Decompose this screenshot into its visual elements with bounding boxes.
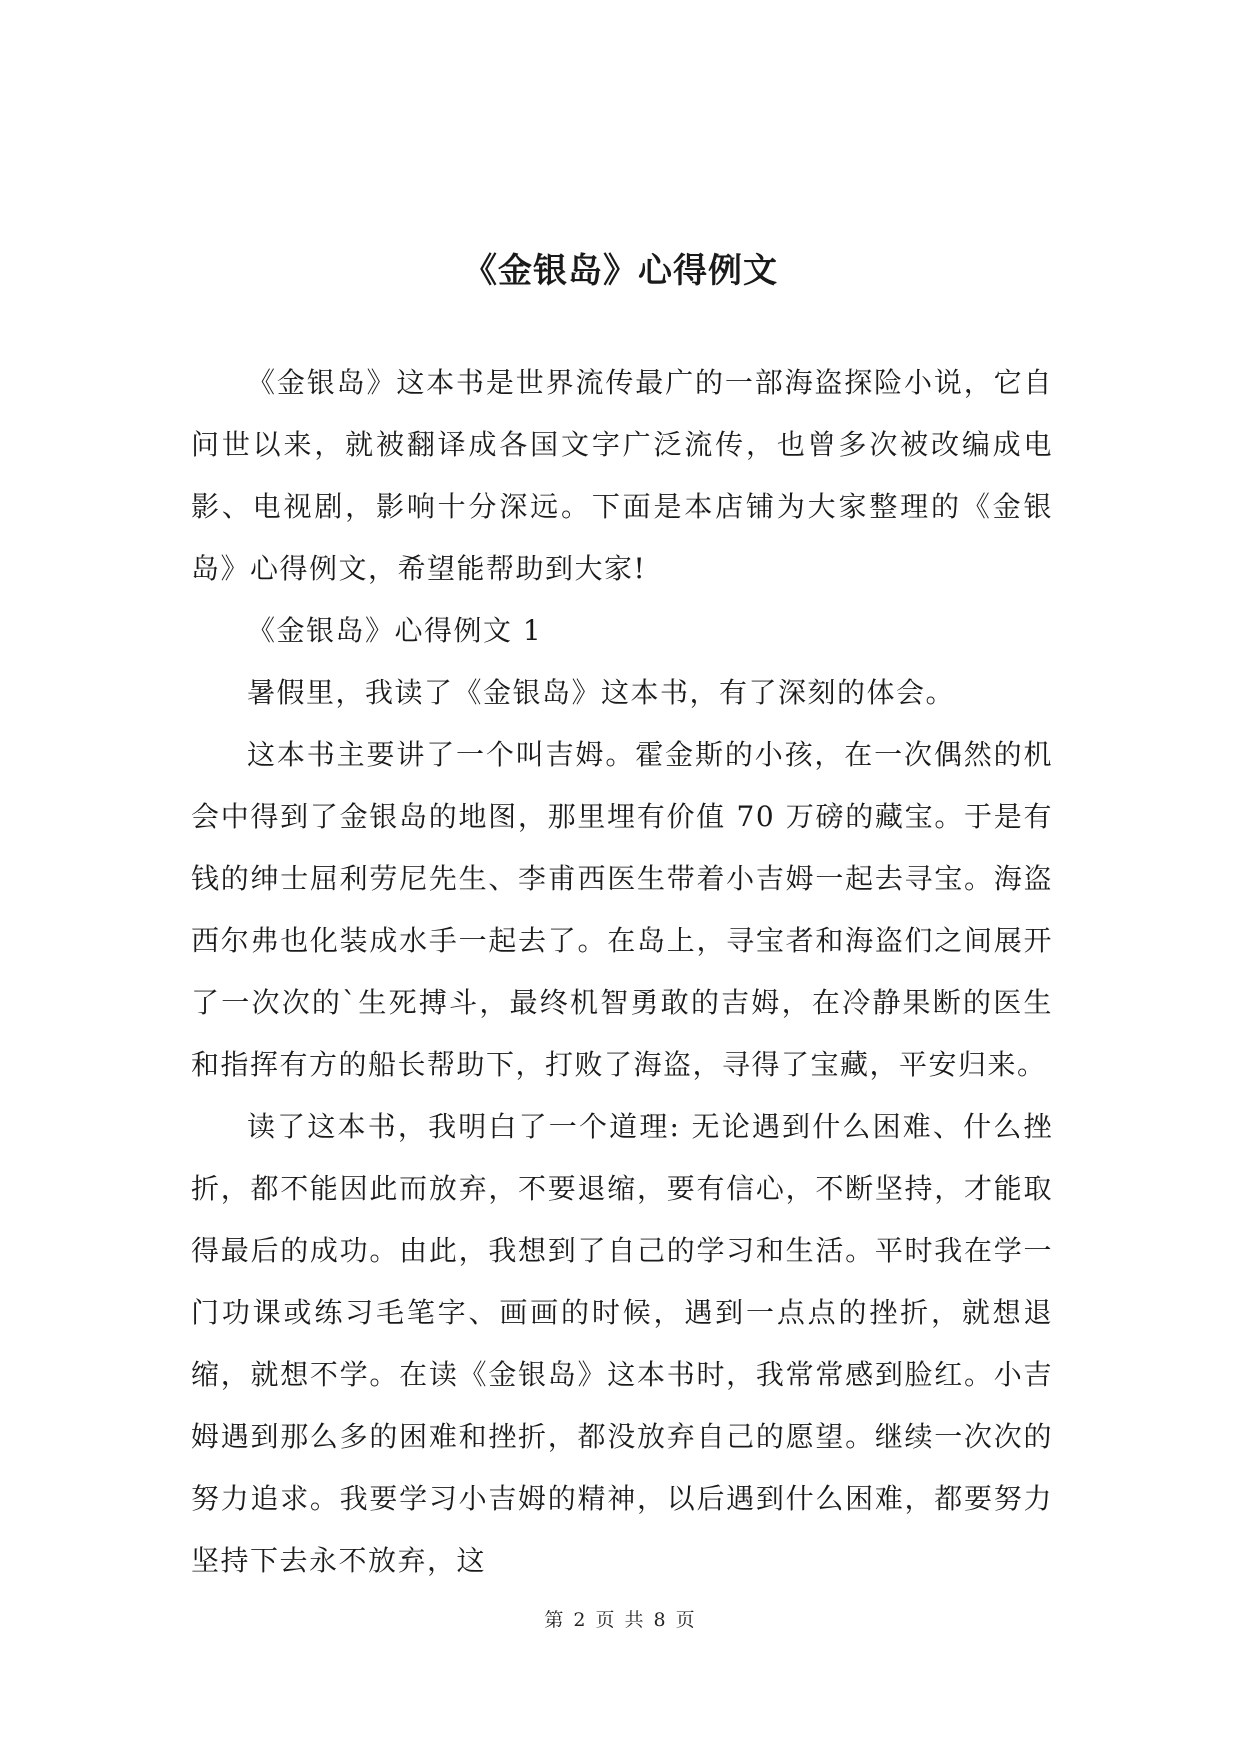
document-body (191, 352, 1053, 1592)
document-title: 《金银岛》心得例文 (463, 250, 778, 291)
page-footer: 第 2 页 共 8 页 (544, 1609, 697, 1631)
section-heading: 《金银岛》心得例文 1 (247, 614, 543, 647)
body-paragraph: 读了这本书，我明白了一个道理: 无论遇到什么困难、什么挫折，都不能因此而放弃，不要退缩，要有信心，不断坚持，才能取得最后的成功。由此，我想到了自己的学习和生活。平时我在学一门功课或练习毛笔字、画画的时候，遇到一点点的挫折，就想退缩，就想不学。在读《金银岛》这本书时，我常常感到脸红。小吉姆遇到那么多的困难和挫折，都没放弃自己的愿望。继续一次次的努力追求。我要学习小吉姆的精神，以后遇到什么困难，都要努力坚持下去永不放弃，这 (191, 1110, 1053, 1577)
body-paragraph: 暑假里，我读了《金银岛》这本书，有了深刻的体会。 (247, 676, 956, 709)
body-paragraph: 这本书主要讲了一个叫吉姆。霍金斯的小孩，在一次偶然的机会中得到了金银岛的地图，那里埋有价值 70 万磅的藏宝。于是有钱的绅士屈利劳尼先生、李甫西医生带着小吉姆一起去寻宝。海盗西尔弗也化装成水手一起去了。在岛上，寻宝者和海盗们之间展开了一次次的`生死搏斗，最终机智勇敢的吉姆，在冷静果断的医生和指挥有方的船长帮助下，打败了海盗，寻得了宝藏，平安归来。 (191, 738, 1053, 1081)
intro-paragraph: 《金银岛》这本书是世界流传最广的一部海盗探险小说，它自问世以来，就被翻译成各国文字广泛流传，也曾多次被改编成电影、电视剧，影响十分深远。下面是本店铺为大家整理的《金银岛》心得例文，希望能帮助到大家! (191, 366, 1053, 585)
